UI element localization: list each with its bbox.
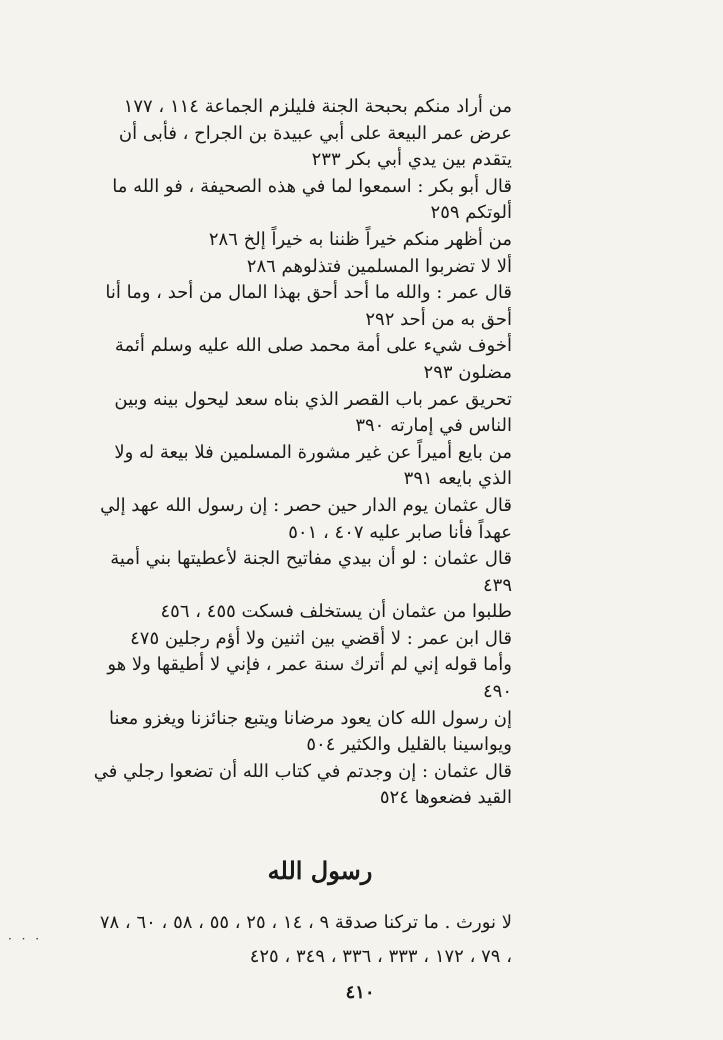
index-entry: من بايع أميراً عن غير مشورة المسلمين فلا بيعة له ولا الذي بايعه ٣٩١ [114,441,512,490]
index-entry: إن رسول الله كان يعود مرضانا ويتبع جنائزنا ويغزو معنا ويواسينا بالقليل والكثير ٥٠٤ [109,707,512,756]
index-entry: قال ابن عمر : لا أقضي بين اثنين ولا أؤم رجلين ٤٧٥ [130,627,512,649]
page-number: ٤١٠ [345,982,375,1003]
index-entry: عرض عمر البيعة على أبي عبيدة بن الجراح ، فأبى أن يتقدم بين يدي أبي بكر ٢٣٣ [118,122,512,171]
margin-mark: · · · [8,932,43,946]
index-entry: أخوف شيء على أمة محمد صلى الله عليه وسلم أئمة مضلون ٢٩٣ [114,335,512,383]
index-entry: من أراد منكم بحبحة الجنة فليلزم الجماعة ١١٤ ، ١٧٧ [123,96,512,117]
index-entry: قال عثمان : لو أن بيدي مفاتيح الجنة لأعطيتها بني أمية ٤٣٩ [110,548,512,596]
index-entries [92,94,512,812]
index-entry: قال أبو بكر : اسمعوا لما في هذه الصحيفة ، فو الله ما ألوتكم ٢٥٩ [112,175,512,224]
index-entry: وأما قوله إني لم أترك سنة عمر ، فإني لا أطيقها ولا هو ٤٩٠ [107,654,512,703]
index-entry: تحريق عمر باب القصر الذي بناه سعد ليحول بينه وبين الناس في إمارته ٣٩٠ [114,388,512,437]
index-entry: ألا لا تضربوا المسلمين فتذلوهم ٢٨٦ [246,255,512,277]
index-entry: قال عثمان : إن وجدتم في كتاب الله أن تضعوا رجلي في القيد فضعوها ٥٢٤ [93,760,512,809]
index-entry: من أظهر منكم خيراً ظننا به خيراً إلخ ٢٨٦ [208,228,512,250]
section-entry: لا نورث . ما تركنا صدقة ٩ ، ١٤ ، ٢٥ ، ٥٥ ، ٥٨ ، ٦٠ ، ٧٨ ، ٧٩ ، ١٧٢ ، ٣٣٣ ، ٣٣٦ ، ٣٤٩ ، ٤٢٥ [99,912,512,967]
index-entry: طلبوا من عثمان أن يستخلف فسكت ٤٥٥ ، ٤٥٦ [160,601,512,623]
index-entry: قال عمر : والله ما أحد أحق بهذا المال من أحد ، وما أنا أحق به من أحد ٢٩٢ [105,282,512,330]
section-heading: رسول الله [267,856,373,885]
index-entry: قال عثمان يوم الدار حين حصر : إن رسول الله عهد إلي عهداً فأنا صابر عليه ٤٠٧ ، ٥٠١ [100,494,512,543]
